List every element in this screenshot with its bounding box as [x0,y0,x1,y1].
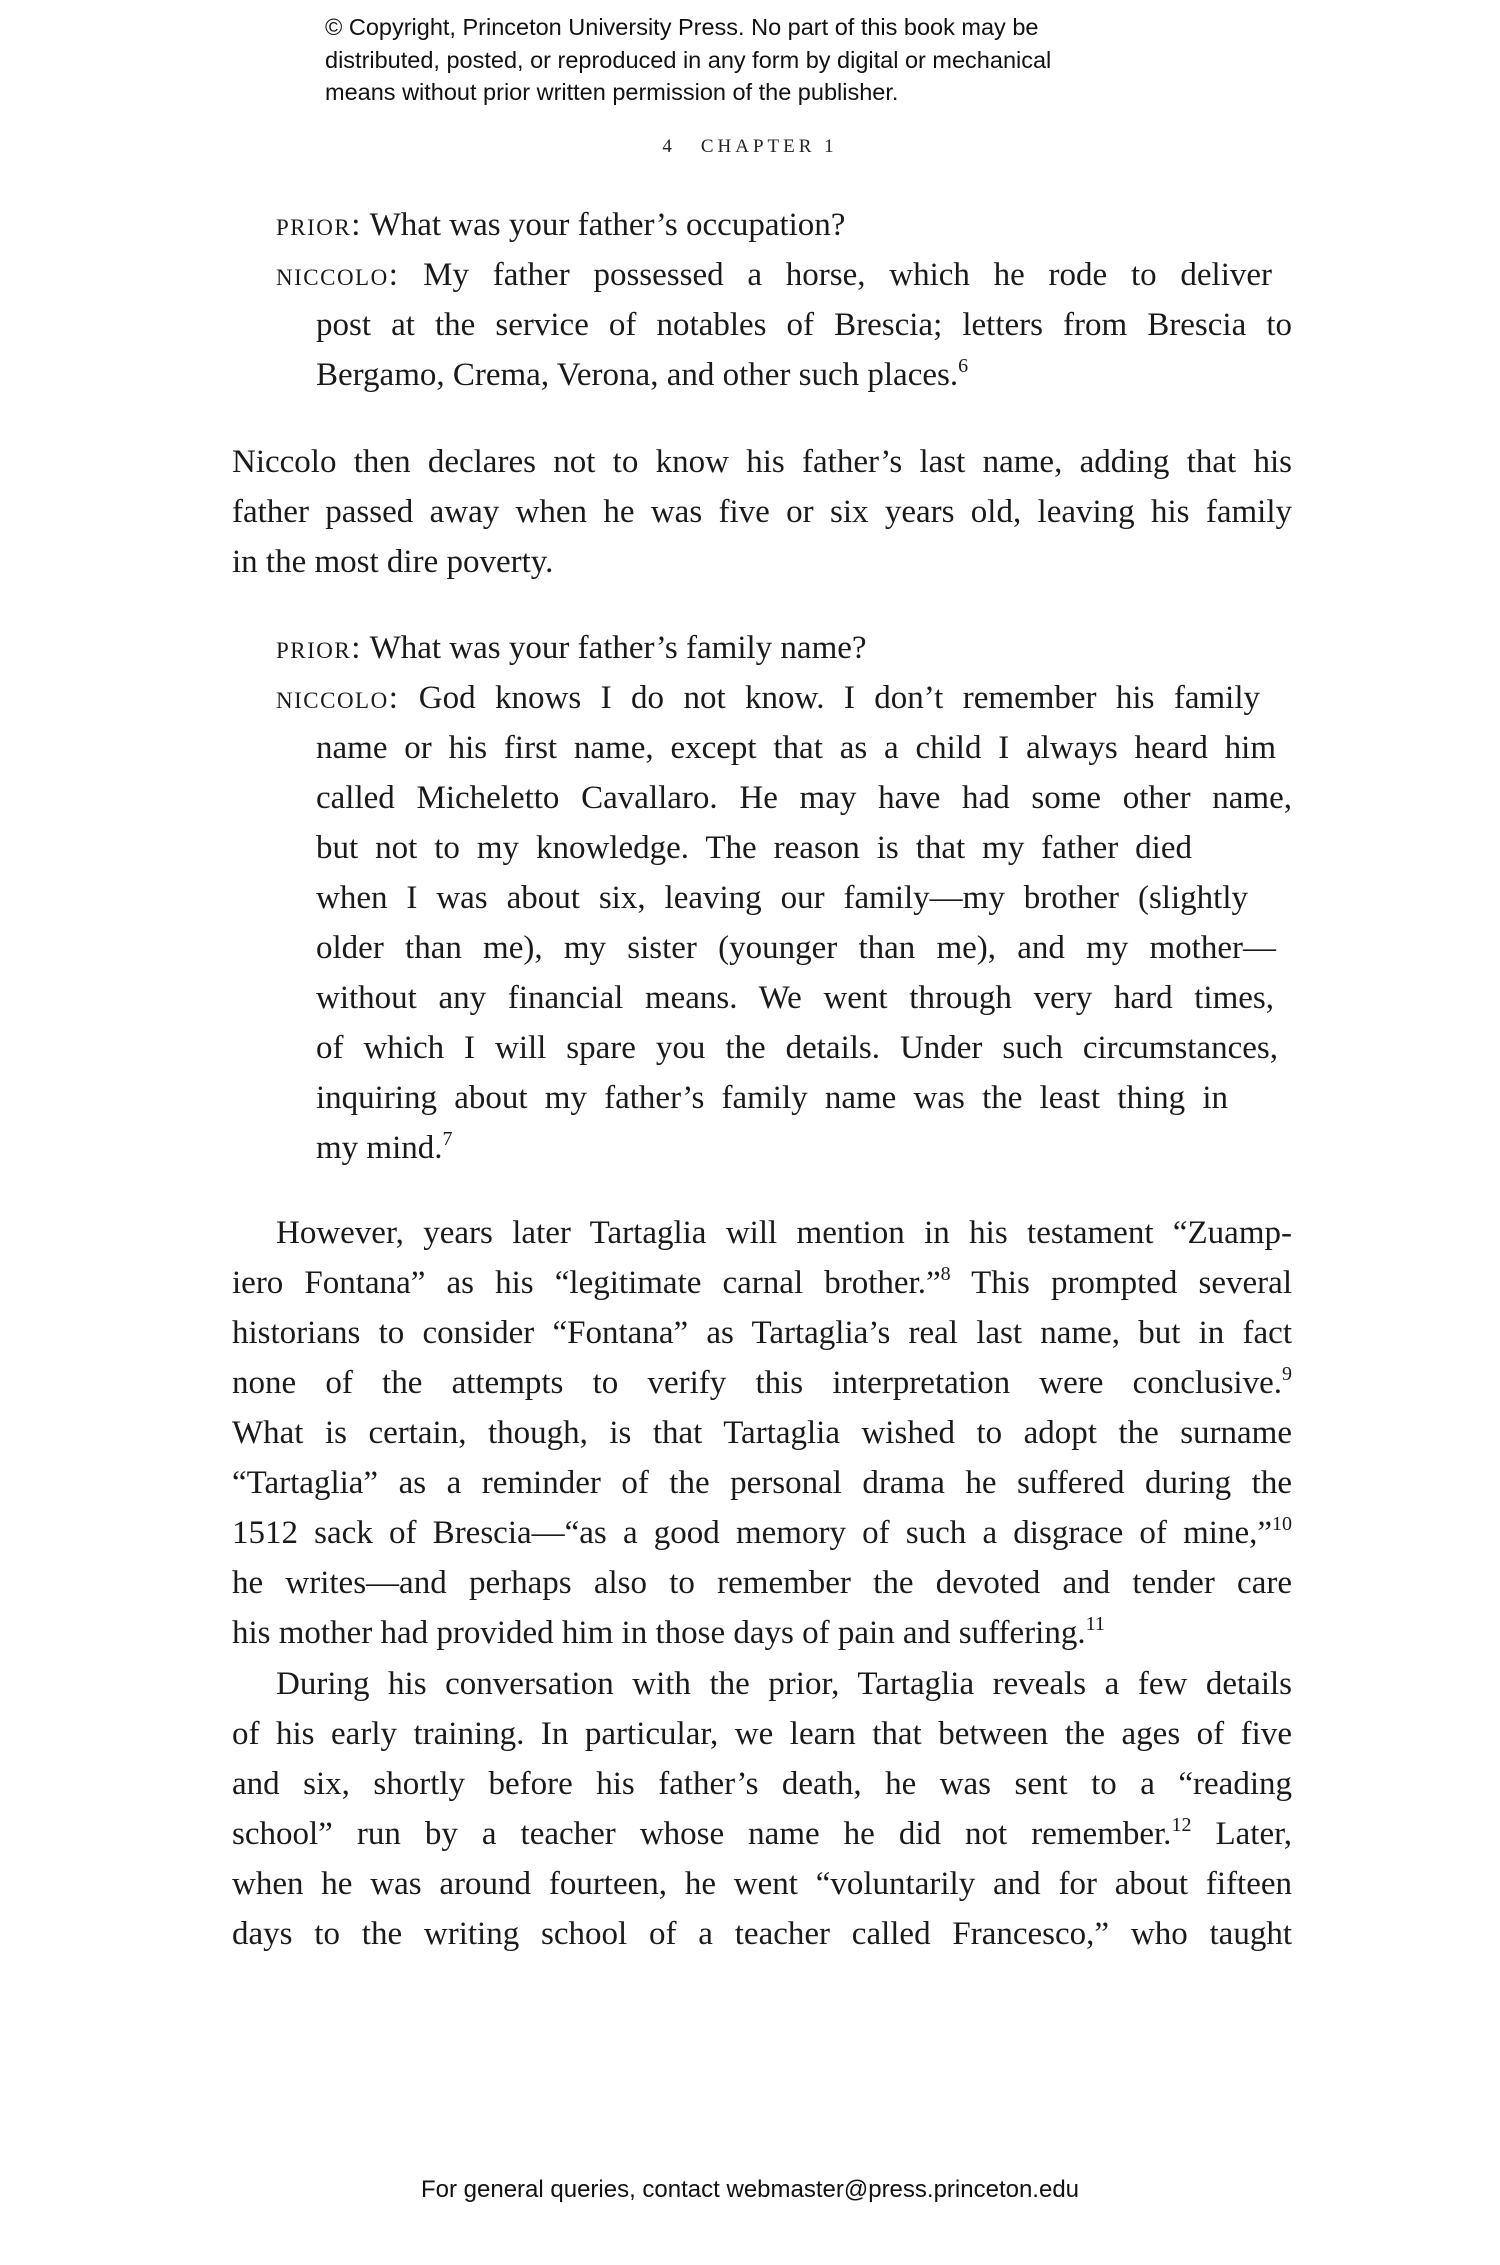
body-line [232,1613,1292,1653]
dialogue-text: Bergamo, Crema, Verona, and other such places. [316,357,959,393]
dialogue-continuation: but not to my knowledge. The reason is that my father died [316,830,1192,866]
dialogue-continuation: called Micheletto Cavallaro. He may have had some other name, [316,780,1292,816]
speaker-prior: prior: [276,207,362,243]
body-line: Niccolo then declares not to know his father’s last name, adding that his [232,444,1292,480]
body-line: and six, shortly before his father’s death, he was sent to a “reading [232,1766,1292,1802]
dialogue-text: What was your father’s family name? [361,630,867,666]
footnote-ref[interactable]: 9 [1282,1363,1292,1385]
body-text: none of the attempts to verify this interpretation were conclusive. [232,1365,1282,1401]
footer-contact: For general queries, contact webmaster@press.princeton.edu [420,2176,1080,2203]
running-head [0,136,1500,158]
body-line [232,1513,1292,1553]
dialogue-text: my mind. [316,1130,443,1166]
body-line: in the most dire poverty. [232,544,554,580]
dialogue-line-niccolo [276,255,1272,295]
body-text: iero Fontana” as his “legitimate carnal brother.” [232,1265,941,1301]
copyright-line: © Copyright, Princeton University Press. No part of this book may be [325,14,1039,40]
body-line: During his conversation with the prior, Tartaglia reveals a few details [276,1666,1292,1702]
body-text: school” run by a teacher whose name he did not remember. [232,1816,1172,1852]
dialogue-continuation: older than me), my sister (younger than me), and my mother— [316,930,1276,966]
dialogue-continuation: without any financial means. We went through very hard times, [316,980,1274,1016]
dialogue-continuation: when I was about six, leaving our family—my brother (slightly [316,880,1248,916]
page-number: 4 [662,136,675,157]
dialogue-continuation [316,1128,1276,1168]
copyright-line: distributed, posted, or reproduced in any form by digital or mechanical [325,46,1052,73]
speaker-niccolo: niccolo: [276,680,400,716]
body-line: of his early training. In particular, we learn that between the ages of five [232,1716,1292,1752]
body-line: However, years later Tartaglia will mention in his testament “Zuamp- [276,1215,1292,1251]
dialogue-continuation [316,355,1292,395]
body-text: Later, [1191,1816,1293,1852]
body-line: “Tartaglia” as a reminder of the personal drama he suffered during the [232,1465,1292,1501]
footnote-ref[interactable]: 8 [940,1263,951,1285]
body-text: This prompted several [950,1265,1292,1301]
speaker-niccolo: niccolo: [276,257,400,293]
copyright-line: means without prior written permission of the publisher. [325,79,899,105]
dialogue-continuation: post at the service of notables of Brescia; letters from Brescia to [316,307,1292,343]
copyright-notice [325,11,1185,109]
body-line [232,1263,1292,1303]
footnote-ref[interactable]: 7 [442,1128,453,1150]
body-text: 1512 sack of Brescia—“as a good memory of such a disgrace of mine,” [232,1515,1272,1551]
footnote-ref[interactable]: 11 [1085,1613,1105,1635]
body-line: historians to consider “Fontana” as Tartaglia’s real last name, but in fact [232,1315,1292,1351]
dialogue-line-prior [276,628,1276,668]
dialogue-continuation: inquiring about my father’s family name was the least thing in [316,1080,1228,1116]
dialogue-line-prior [276,205,1276,245]
dialogue-text: What was your father’s occupation? [361,207,846,243]
chapter-label: CHAPTER 1 [700,136,838,157]
body-line: What is certain, though, is that Tartaglia wished to adopt the surname [232,1415,1292,1451]
dialogue-text: My father possessed a horse, which he rode to deliver [399,257,1272,293]
body-line [232,1814,1292,1854]
body-line [232,1363,1292,1403]
body-text: his mother had provided him in those days of pain and suffering. [232,1615,1086,1651]
speaker-prior: prior: [276,630,362,666]
body-line: he writes—and perhaps also to remember the devoted and tender care [232,1565,1292,1601]
dialogue-continuation: of which I will spare you the details. Under such circumstances, [316,1030,1278,1066]
footnote-ref[interactable]: 12 [1171,1814,1192,1836]
body-line: when he was around fourteen, he went “voluntarily and for about fifteen [232,1866,1292,1902]
dialogue-text: God knows I do not know. I don’t remember his family [399,680,1260,716]
dialogue-line-niccolo [276,678,1260,718]
dialogue-continuation: name or his first name, except that as a child I always heard him [316,730,1276,766]
body-line: days to the writing school of a teacher called Francesco,” who taught [232,1916,1292,1952]
footnote-ref[interactable]: 6 [958,355,969,377]
body-line: father passed away when he was five or six years old, leaving his family [232,494,1292,530]
footnote-ref[interactable]: 10 [1272,1513,1292,1535]
